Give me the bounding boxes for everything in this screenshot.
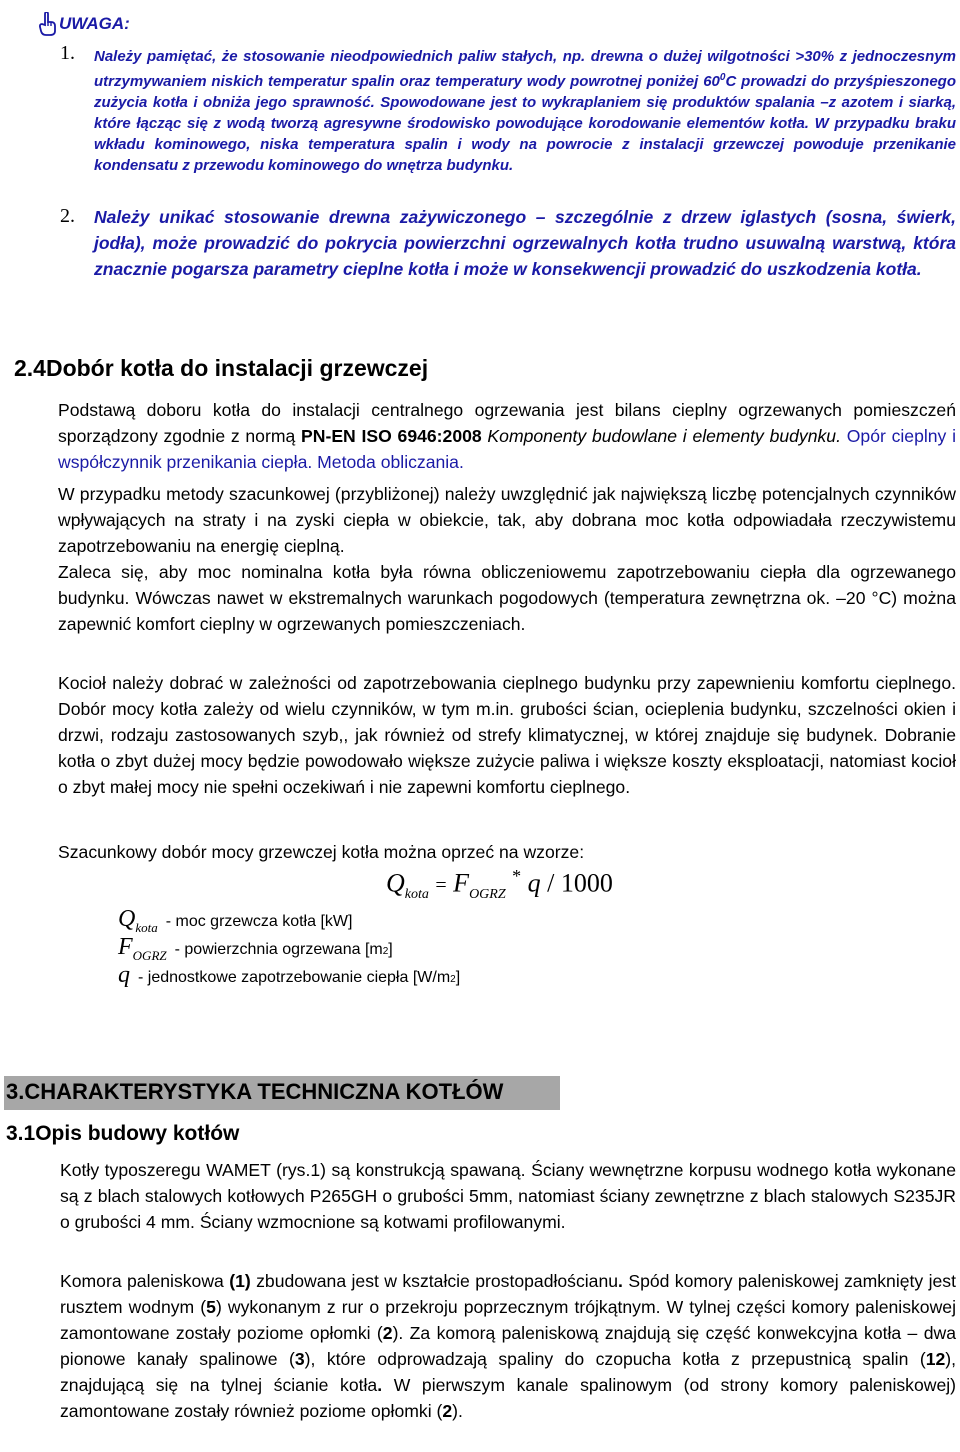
boiler-power-formula <box>386 866 613 903</box>
warning-item-2-number: 2. <box>60 205 75 227</box>
section-2-4-paragraph-3: Zaleca się, aby moc nominalna kotła była równa obliczeniowemu zapotrzebowaniu ciepła dla ogrzewanego budynku. Wówczas nawet w ekstremalnych warunkach pogodowych (temperatura zewnętrzna ok. –20 °C) można zapewnić komfort cieplny w ogrzewanych pomieszczeniach. <box>58 562 956 634</box>
formula-q-lower: q <box>527 868 541 898</box>
section-3-1-paragraph-1: Kotły typoszeregu WAMET (rys.1) są konstrukcją spawaną. Ściany wewnętrzne korpusu wodnego kotła wykonane są z blach stalowych kotłowych P265GH o grubości 5mm, natomiast ściany zewnętrzne z blach stalowych S235JR o grubości 4 mm. Ściany wzmocnione są kotwami profilowanymi. <box>60 1160 956 1232</box>
paragraph-2-segment: . <box>377 1375 383 1395</box>
paragraph-2-segment: 2 <box>382 1323 393 1343</box>
warning-item-1-text-a: Należy pamiętać, że stosowanie nieodpowiednich paliw stałych, np. drewna o dużej wilgotności >30% z jednoczesnym utrzymywaniem niskich temperatur spalin oraz temperatury wody powrotnej poniżej 60 <box>94 48 956 90</box>
warning-title: UWAGA: <box>59 14 130 33</box>
paragraph-2-segment: W pierwszym kanale spalinowym (od strony komory paleniskowej) zamontowane zostały również poziome opłomki ( <box>60 1375 957 1421</box>
def-q-lower-text: - jednostkowe zapotrzebowanie ciepła [W/m <box>138 969 451 986</box>
paragraph-2-segment: 3 <box>294 1349 305 1369</box>
def-q-text: - moc grzewcza kotła [kW] <box>165 913 353 930</box>
def-q-lower-close: ] <box>455 969 461 986</box>
paragraph-2-segment: 12 <box>925 1349 946 1369</box>
section-2-4-paragraph-2: W przypadku metody szacunkowej (przybliżonej) należy uwzględnić jak największą liczbę potencjalnych czynników wpływających na straty i na zyski ciepła w obiekcie, tak, aby dobrana moc kotła odpowiadała rzeczywistemu zapotrzebowaniu na energię cieplną. <box>58 484 956 556</box>
section-2-4-paragraph-1 <box>58 397 956 475</box>
warning-item-2-text: Należy unikać stosowanie drewna zażywiczonego – szczególnie z drzew iglastych (sosna, świerk, jodła), może prowadzić do pokrycia powierzchni ogrzewalnych kotła trudno usuwalną warstwą, która znacznie pogarsza parametry cieplne kotła i może w konsekwencji prowadzić do uszkodzenia kotła. <box>94 207 956 279</box>
section-2-4-paragraph-4: Kocioł należy dobrać w zależności od zapotrzebowania cieplnego budynku przy zapewnieniu komfortu cieplnego. Dobór mocy kotła zależy od wielu czynników, w tym m.in. grubości ścian, ocieplenia budynku, szczelności okien i drzwi, rodzaju zastosowanych szyb,, jak również od strefy klimatycznej, w której znajduje się budynek. Dobranie kotła o zbyt dużej mocy będzie powodowało większe zużycie paliwa i większe koszty eksploatacji, natomiast kocioł o zbyt małej mocy nie spełni oczekiwań i nie zapewni komfortu cieplnego. <box>58 673 956 797</box>
def-f-close: ] <box>388 941 393 958</box>
degree-superscript: 0 <box>719 72 726 83</box>
def-f-symbol: F <box>118 934 133 960</box>
norm-reference: PN-EN ISO 6946:2008 <box>301 426 482 446</box>
formula-multiply: * <box>512 866 522 886</box>
formula-q-sub: kota <box>404 886 429 902</box>
section-3-1-heading: 3.1Opis budowy kotłów <box>6 1122 240 1145</box>
paragraph-2-segment: ), które odprowadzają spaliny do czopucha kotła z przepustnicą spalin ( <box>304 1349 926 1369</box>
paragraph-2-segment: ). <box>452 1401 463 1421</box>
def-q-lower-unit-sup: 2 <box>450 974 456 985</box>
paragraph-2-segment: ), znajdującą się na tylnej ścianie kotła <box>60 1349 957 1395</box>
paragraph-2-segment: zbudowana jest w kształcie prostopadłościanu <box>250 1271 619 1291</box>
def-f-unit-sub: 2 <box>382 946 389 957</box>
norm-title: Komponenty budowlane i elementy budynku. <box>481 426 841 446</box>
definition-q <box>118 906 352 936</box>
definition-f <box>118 934 393 964</box>
section-2-4-heading: 2.4Dobór kotła do instalacji grzewczej <box>14 355 429 381</box>
paragraph-2-segment: ) wykonanym z rur o przekroju poprzecznym trójkątnym. W tylnej części komory paleniskowej zamontowane zostały poziome opłomki ( <box>60 1297 956 1343</box>
paragraph-2-segment: ). Za komorą paleniskową znajdują się część konwekcyjna kotła – dwa pionowe kanały spalinowe ( <box>60 1323 956 1369</box>
p1-text-a: Podstawą doboru kotła do instalacji centralnego ogrzewania jest bilans cieplny ogrzewanych pomieszczeń sporządzony zgodnie z normą <box>58 400 956 446</box>
paragraph-2-segment: 2 <box>442 1401 453 1421</box>
def-q-symbol: Q <box>118 906 136 932</box>
warning-item-1-text-b: C prowadzi do przyśpieszonego zużycia kotła i obniża jego sprawność. Spowodowane jest to wykraplaniem się produktów spalania –z azotem i siarką, które łącząc się z wodą tworzą agresywne środowisko powodujące korodowanie elementów kotła. W przypadku braku wkładu kominowego, niska temperatura spalin i wody na powrocie z instalacji grzewczej powoduje przenikanie kondensatu z przewodu kominowego do wnętrza budynku. <box>94 73 956 174</box>
paragraph-2-segment: Komora paleniskowa <box>60 1271 230 1291</box>
section-3-heading: 3.CHARAKTERYSTYKA TECHNICZNA KOTŁÓW <box>6 1079 504 1104</box>
paragraph-2-segment: . <box>618 1271 623 1291</box>
section-2-4-paragraph-5: Szacunkowy dobór mocy grzewczej kotła można oprzeć na wzorze: <box>58 842 585 862</box>
formula-f: F <box>453 868 470 898</box>
paragraph-2-segment: 5 <box>206 1297 216 1317</box>
norm-title-continued: Opór cieplny i współczynnik przenikania ciepła. Metoda obliczania. <box>58 426 956 472</box>
formula-f-sub: OGRZ <box>469 886 506 902</box>
definition-q-lower <box>118 962 460 989</box>
pointing-hand-icon <box>38 12 58 36</box>
formula-q: Q <box>386 868 405 898</box>
def-q-sub: kota <box>135 919 158 935</box>
warning-heading <box>38 12 130 36</box>
def-q-lower-symbol: q <box>118 962 130 988</box>
warning-item-1-text <box>94 46 956 176</box>
formula-equals: = <box>435 874 447 897</box>
paragraph-2-segment: Spód komory paleniskowej zamknięty jest rusztem wodnym ( <box>60 1271 956 1317</box>
paragraph-2-segment: (1) <box>229 1271 251 1291</box>
section-3-1-paragraph-2 <box>60 1268 956 1424</box>
def-f-sub: OGRZ <box>132 947 167 963</box>
warning-item-1-number: 1. <box>60 42 75 64</box>
def-f-text: - powierzchnia ogrzewana [m <box>174 941 383 958</box>
formula-divisor: / 1000 <box>547 868 613 898</box>
